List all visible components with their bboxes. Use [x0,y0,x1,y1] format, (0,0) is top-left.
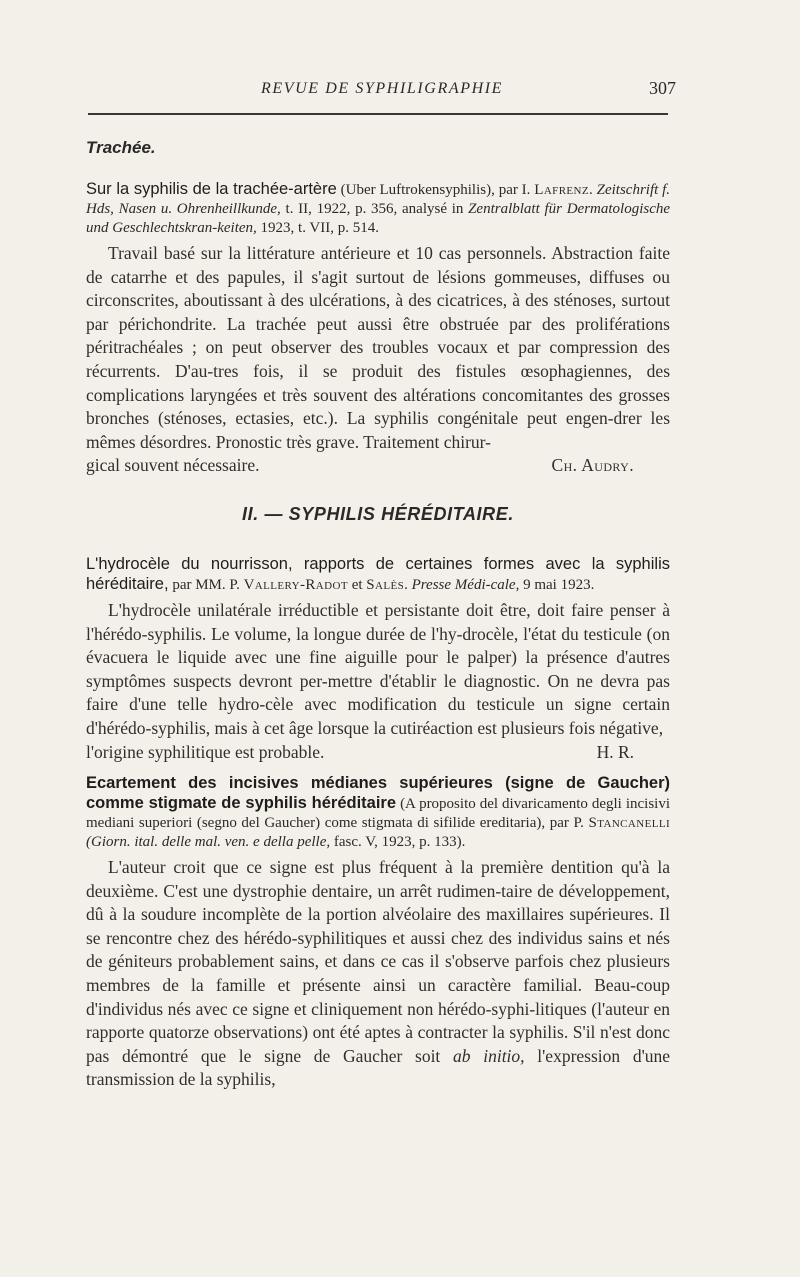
entry-closing-line [86,454,670,478]
entry-author-secondary: Salès [366,576,405,593]
entry-body [86,856,670,1092]
entry-body: Travail basé sur la littérature antérieure et 10 cas personnels. Abstraction faite de catarrhe et des papules, il s'agit surtout de lésions gommeuses, diffuses ou circonscrites, aboutissant à des ulcérations, à des cicatrices, à des sténoses, surtout par périchondrite. La trachée peut aussi être obstruée par des proliférations péritrachéales ; on peut observer des troubles vocaux et par compression des récurrents. D'au-tres fois, il se produit des fistules œsophagiennes, des complications laryngées et très souvent des altérations concomitantes des grosses bronches (sténoses, ectasies, etc.). La syphilis congénitale peut engen-drer les mêmes désordres. Pronostic très grave. Traitement chirur- [86,243,670,452]
part-title: II. — SYPHILIS HÉRÉDITAIRE. [242,503,514,524]
entry-heading-gaucher [86,774,670,852]
entry-body-part-b: l'expression d'une transmission de la syphilis, [86,1045,671,1090]
entry-body: L'hydrocèle unilatérale irréductible et persistante doit être, doit faire penser à l'hérédo-syphilis. Le volume, la longue durée de l'hy-drocèle, l'état du testicule (on évacuera le liquide avec une fine aiguille pour le palper) la présence d'autres symptômes suspects devront per-mettre d'établir le diagnostic. On ne devra pas faire d'une telle hydro-cèle avec modification du testicule un signe certain d'hérédo-syphilis, mais à cet âge lorsque la cutiréaction est plusieurs fois négative, [86,599,670,738]
entry-author: Lafrenz [534,182,590,198]
entry-signature: H. R. [596,741,634,762]
entry-by: par MM. P. [172,576,240,593]
entry-title: Sur la syphilis de la trachée-artère [86,180,337,198]
entry-last-line: gical souvent nécessaire. [86,455,260,476]
header-rule [88,113,668,115]
entry-signature: Ch. Audry. [551,455,634,476]
entry-author: Vallery-Radot [243,576,348,593]
entry-reference: fasc. V, 1923, p. 133). [333,834,466,851]
entry-reference-secondary: 1923, t. VII, p. 514. [260,220,380,236]
entry-journal: (Giorn. ital. delle mal. ven. e della pelle, [86,834,331,851]
entry-original-title: (A proposito del divaricamento degli incisivi mediani superiori (segno del Gaucher) come stigmata di sifilide ereditaria), par P. [86,796,671,832]
section-title: Trachée. [86,138,156,157]
entry-body-italic: ab initio, [453,1045,525,1066]
entry-author: Stancanelli [588,815,671,832]
entry-title: Ecartement des incisives médianes supérieures (signe de Gaucher) comme stigmate de syphilis héréditaire [86,774,670,813]
entry-last-line: l'origine syphilitique est probable. [86,741,325,762]
spacer [86,764,670,774]
entry-closing-line [86,741,670,765]
entry-conjunction: et [351,576,363,593]
running-title: REVUE DE SYPHILIGRAPHIE [260,80,504,97]
entry-original-title: (Uber Luftrokensyphilis), par I. [340,182,531,198]
entry-title: L'hydrocèle du nourrisson, rapports de certaines formes avec la syphilis héréditaire, [86,554,670,593]
entry-journal: Presse Médi-cale, [411,576,520,593]
entry-reference: 9 mai 1923. [523,576,595,593]
entry-body-part-a: L'auteur croit que ce signe est plus fréquent à la première dentition qu'à la deuxième. C'est une dystrophie dentaire, un arrêt rudimen-taire de développement, dû à la soudure incomplète de la portion alvéolaire des maxillaires supérieures. Il se rencontre chez des hérédo-syphilitiques et aussi chez des individus sains et nés de géniteurs probablement sains, et dans ce cas il s'observe parfois chez plusieurs membres de la famille et présente ainsi un caractère familial. Beau-coup d'individus nés avec ce signe et cliniquement non hérédo-syphi-litiques (l'auteur en rapporte quatorze observations) ont été aptes à contracter la syphilis. S'il n'est donc pas démontré que le signe de Gaucher soit [86,857,670,1066]
running-head [88,78,676,102]
entry-heading-hydrocele: L'hydrocèle du nourrisson, rapports de certaines formes avec la syphilis héréditaire, par MM. P. Vallery-Radot et Salès. Presse Médi-cale, 9 mai 1923. [86,554,670,593]
entry-heading-trachea: Sur la syphilis de la trachée-artère (Uber Luftrokensyphilis), par I. Lafrenz. Zeitschrift f. Hds, Nasen u. Ohrenheillkunde, t. II, 1922, p. 356, analysé in Zentralblatt für Dermatologische und Geschlechtskran-keiten, 1923, t. VII, p. 514. [86,180,671,236]
entry-reference: t. II, 1922, p. 356, analysé in [285,201,464,217]
page-number: 307 [649,78,676,98]
entry-journal: Zeitschrift f. Hds, Nasen u. Ohrenheillkunde, [86,182,671,217]
entry-journal-secondary: Zentralblatt für Dermatologische und Geschlechtskran-keiten, [86,201,671,236]
article-content [86,130,670,1092]
